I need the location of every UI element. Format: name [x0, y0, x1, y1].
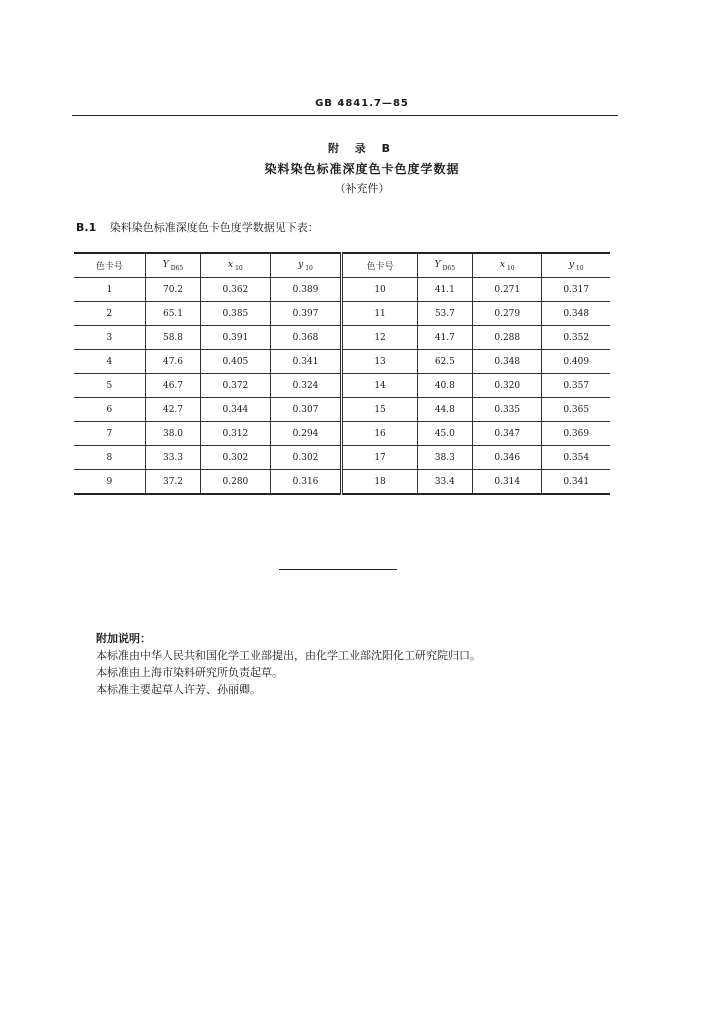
header-rule — [72, 115, 618, 116]
table-cell: 41.1 — [417, 278, 472, 302]
table-cell: 0.391 — [201, 326, 270, 350]
table-cell: 62.5 — [417, 350, 472, 374]
section-b1 — [76, 219, 319, 235]
table-cell: 0.352 — [542, 326, 610, 350]
table-cell: 13 — [342, 350, 417, 374]
table-cell: 10 — [342, 278, 417, 302]
table-cell: 5 — [74, 374, 145, 398]
col-header-card-no-2: 色卡号 — [342, 253, 417, 278]
table-cell: 14 — [342, 374, 417, 398]
table-cell: 1 — [74, 278, 145, 302]
col-header-y-2: Y $_{D65}$ — [417, 253, 472, 278]
table-cell: 42.7 — [145, 398, 200, 422]
table-cell: 45.0 — [417, 422, 472, 446]
table-cell: 0.271 — [473, 278, 542, 302]
table-cell: 0.288 — [473, 326, 542, 350]
appendix-subtitle: （补充件） — [334, 182, 390, 195]
table-cell: 4 — [74, 350, 145, 374]
col-header-card-no: 色卡号 — [74, 253, 145, 278]
table-cell: 0.409 — [542, 350, 610, 374]
table-cell: 0.372 — [201, 374, 270, 398]
table-cell: 38.3 — [417, 446, 472, 470]
table-cell: 16 — [342, 422, 417, 446]
col-header-x10-2: x $_{10}$ — [473, 253, 542, 278]
table-cell: 0.314 — [473, 470, 542, 495]
table-row — [74, 374, 610, 398]
table-cell: 7 — [74, 422, 145, 446]
end-rule — [279, 569, 397, 570]
table-cell: 11 — [342, 302, 417, 326]
table-cell: 0.335 — [473, 398, 542, 422]
table-cell: 0.324 — [270, 374, 342, 398]
table-cell: 33.4 — [417, 470, 472, 495]
notes-line: 本标准由中华人民共和国化学工业部提出，由化学工业部沈阳化工研究院归口。 — [96, 649, 481, 662]
appendix-label: 附 录 B — [327, 142, 397, 155]
table-cell: 46.7 — [145, 374, 200, 398]
table-cell: 0.346 — [473, 446, 542, 470]
table-cell: 0.348 — [542, 302, 610, 326]
table-cell: 0.368 — [270, 326, 342, 350]
table-cell: 53.7 — [417, 302, 472, 326]
table-cell: 0.362 — [201, 278, 270, 302]
table-cell: 0.365 — [542, 398, 610, 422]
table-cell: 0.307 — [270, 398, 342, 422]
table-cell: 0.317 — [542, 278, 610, 302]
table-cell: 0.344 — [201, 398, 270, 422]
table-cell: 58.8 — [145, 326, 200, 350]
table-cell: 40.8 — [417, 374, 472, 398]
section-text: 染料染色标准深度色卡色度学数据见下表： — [109, 221, 319, 234]
table-cell: 0.279 — [473, 302, 542, 326]
table-cell: 0.302 — [270, 446, 342, 470]
section-number: B.1 — [76, 221, 97, 234]
table-cell: 0.316 — [270, 470, 342, 495]
table-cell: 2 — [74, 302, 145, 326]
table-cell: 8 — [74, 446, 145, 470]
table-cell: 70.2 — [145, 278, 200, 302]
table-cell: 0.357 — [542, 374, 610, 398]
table-header-row — [74, 253, 610, 278]
table-row — [74, 446, 610, 470]
table-row — [74, 422, 610, 446]
table-cell: 37.2 — [145, 470, 200, 495]
table-cell: 17 — [342, 446, 417, 470]
col-header-y10: y $_{10}$ — [270, 253, 342, 278]
table-cell: 0.354 — [542, 446, 610, 470]
appendix-title: 染料染色标准深度色卡色度学数据 — [264, 162, 460, 176]
table-cell: 15 — [342, 398, 417, 422]
table-cell: 0.294 — [270, 422, 342, 446]
table-cell: 41.7 — [417, 326, 472, 350]
table-row — [74, 350, 610, 374]
table-cell: 47.6 — [145, 350, 200, 374]
table-cell: 12 — [342, 326, 417, 350]
table-cell: 33.3 — [145, 446, 200, 470]
table-row — [74, 398, 610, 422]
additional-notes — [96, 630, 481, 698]
table-cell: 0.348 — [473, 350, 542, 374]
table-cell: 0.320 — [473, 374, 542, 398]
table-cell: 0.389 — [270, 278, 342, 302]
table-cell: 6 — [74, 398, 145, 422]
table-cell: 0.312 — [201, 422, 270, 446]
table-cell: 0.369 — [542, 422, 610, 446]
col-header-x10: x $_{10}$ — [201, 253, 270, 278]
notes-heading: 附加说明： — [96, 632, 151, 645]
notes-line: 本标准主要起草人许芳、孙丽卿。 — [96, 683, 261, 696]
table-cell: 18 — [342, 470, 417, 495]
standard-code: GB 4841.7—85 — [315, 98, 409, 109]
table-cell: 44.8 — [417, 398, 472, 422]
table-cell: 0.385 — [201, 302, 270, 326]
color-data-table — [74, 252, 610, 495]
notes-line: 本标准由上海市染料研究所负责起草。 — [96, 666, 283, 679]
table-cell: 0.405 — [201, 350, 270, 374]
table-cell: 9 — [74, 470, 145, 495]
table-row — [74, 326, 610, 350]
table-cell: 0.397 — [270, 302, 342, 326]
table-cell: 3 — [74, 326, 145, 350]
table-cell: 0.341 — [270, 350, 342, 374]
table-row — [74, 278, 610, 302]
col-header-y10-2: y $_{10}$ — [542, 253, 610, 278]
table-cell: 65.1 — [145, 302, 200, 326]
table-cell: 0.302 — [201, 446, 270, 470]
table-cell: 38.0 — [145, 422, 200, 446]
table-row — [74, 470, 610, 495]
table-cell: 0.347 — [473, 422, 542, 446]
table-row — [74, 302, 610, 326]
col-header-y: Y $_{D65}$ — [145, 253, 200, 278]
table-cell: 0.341 — [542, 470, 610, 495]
table-cell: 0.280 — [201, 470, 270, 495]
